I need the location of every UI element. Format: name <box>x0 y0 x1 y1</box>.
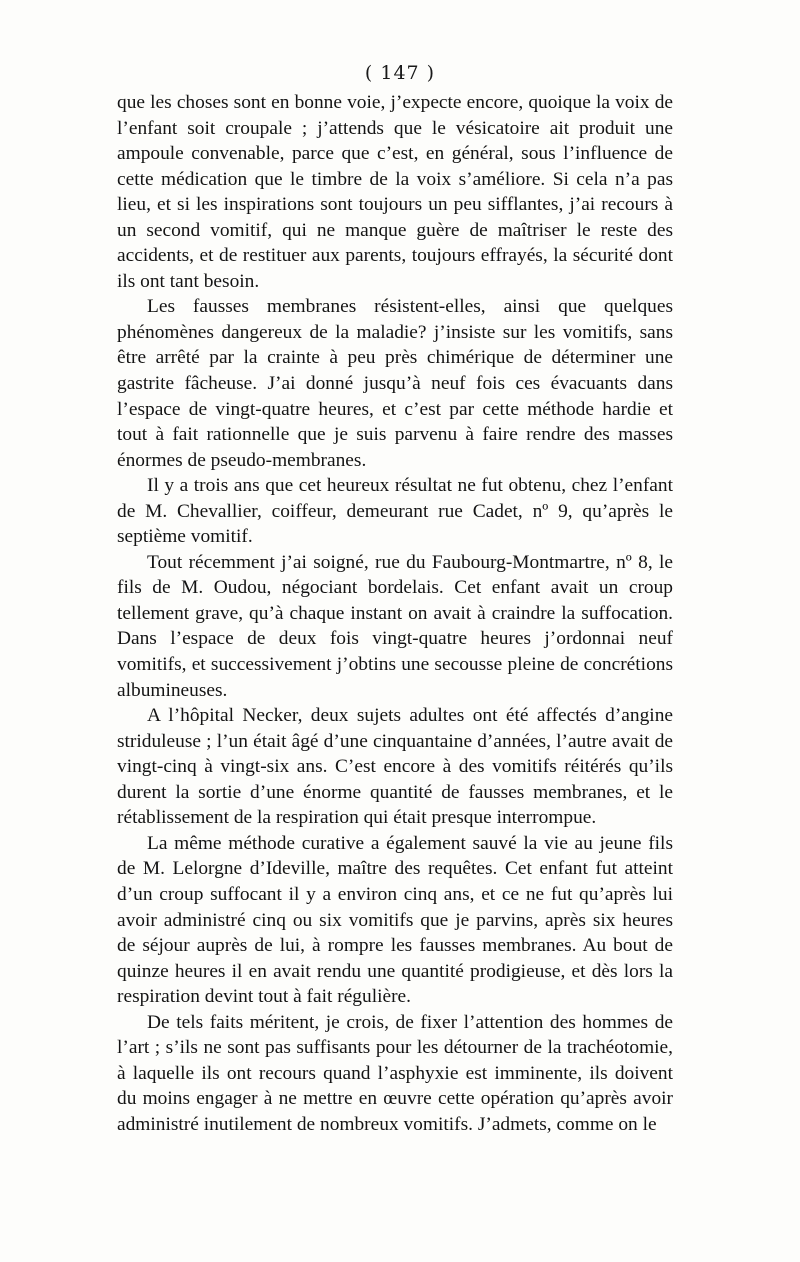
paragraph-4: Tout récemment j’ai soigné, rue du Faubourg-Montmartre, nº 8, le fils de M. Oudou, négociant bordelais. Cet enfant avait un croup tellement grave, qu’à chaque instant on avait à craindre la suffocation. Dans l’espace de deux fois vingt-quatre heures j’ordonnai neuf vomitifs, et successivement j’obtins une secousse pleine de concrétions albumineuses. <box>117 551 673 701</box>
paragraph-7: De tels faits méritent, je crois, de fixer l’attention des hommes de l’art ; s’ils ne sont pas suffisants pour les détourner de la trachéotomie, à laquelle ils ont recours quand l’asphyxie est imminente, ils doivent du moins engager à ne mettre en œuvre cette opération qu’après avoir administré inutilement de nombreux vomitifs. J’admets, comme on le <box>117 1011 673 1135</box>
paragraph-5: A l’hôpital Necker, deux sujets adultes ont été affectés d’angine striduleuse ; l’un était âgé d’une cinquantaine d’années, l’autre avait de vingt-cinq à vingt-six ans. C’est encore à des vomitifs réitérés qu’ils durent la sortie d’une énorme quantité de fausses membranes, et le rétablissement de la respiration qui était presque interrompue. <box>117 705 673 829</box>
paragraph-2: Les fausses membranes résistent-elles, ainsi que quelques phénomènes dangereux de la maladie? j’insiste sur les vomitifs, sans être arrêté par la crainte à peu près chimérique de déterminer une gastrite fâcheuse. J’ai donné jusqu’à neuf fois ces évacuants dans l’espace de vingt-quatre heures, et c’est par cette méthode hardie et tout à fait rationnelle que je suis parvenu à faire rendre des masses énormes de pseudo-membranes. <box>117 296 673 471</box>
body-text <box>117 90 673 1137</box>
page-number: ( 147 ) <box>364 62 436 84</box>
paragraph-3: Il y a trois ans que cet heureux résultat ne fut obtenu, chez l’enfant de M. Chevallier, coiffeur, demeurant rue Cadet, nº 9, qu’après le septième vomitif. <box>117 475 673 548</box>
paragraph-6: La même méthode curative a également sauvé la vie au jeune fils de M. Lelorgne d’Ideville, maître des requêtes. Cet enfant fut atteint d’un croup suffocant il y a environ cinq ans, et ce ne fut qu’après lui avoir administré cinq ou six vomitifs que je parvins, après six heures de séjour auprès de lui, à rompre les fausses membranes. Au bout de quinze heures il en avait rendu une quantité prodigieuse, et dès lors la respiration devint tout à fait régulière. <box>117 832 673 1008</box>
paragraph-1: que les choses sont en bonne voie, j’expecte encore, quoique la voix de l’enfant soit croupale ; j’attends que le vésicatoire ait produit une ampoule convenable, parce que c’est, en général, sous l’influence de cette médication que le timbre de la voix s’améliore. Si cela n’a pas lieu, et si les inspirations sont toujours un peu sifflantes, j’ai recours à un second vomitif, qui ne manque guère de maîtriser le reste des accidents, et de restituer aux parents, toujours effrayés, la sécurité dont ils ont tant besoin. <box>117 92 673 292</box>
